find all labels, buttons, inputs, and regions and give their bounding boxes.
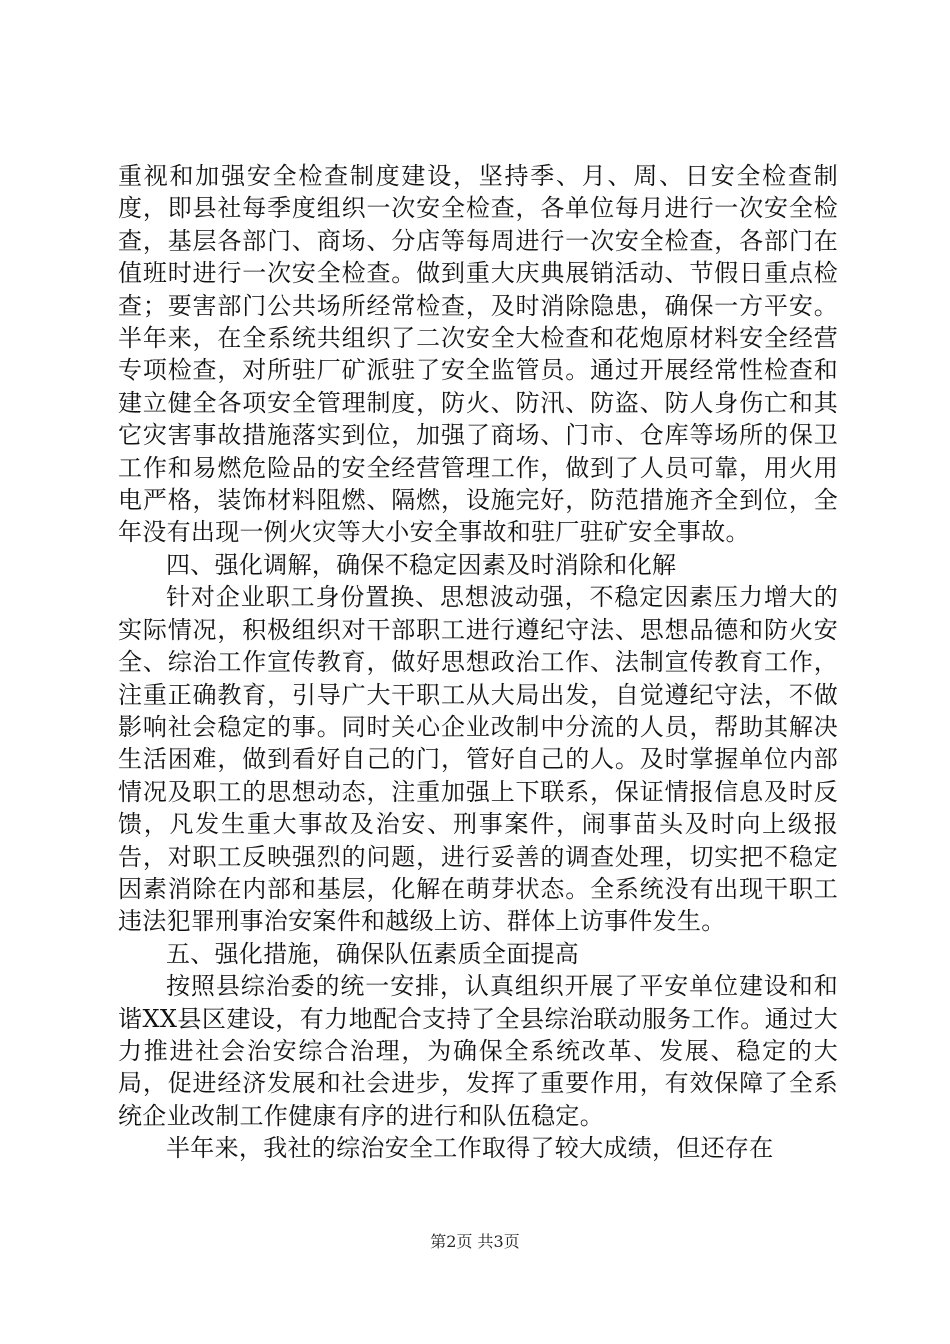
paragraph-measures: 按照县综治委的统一安排，认真组织开展了平安单位建设和和谐XX县区建设，有力地配合支持了全县综治联动服务工作。通过大力推进社会治安综合治理，为确保全系统改革、发展、稳定的大局，促进经济发展和社会进步，发挥了重要作用，有效保障了全系统企业改制工作健康有序的进行和队伍稳定。 xyxy=(118,972,838,1130)
paragraph-safety-inspection: 重视和加强安全检查制度建设，坚持季、月、周、日安全检查制度，即县社每季度组织一次安全检查，各单位每月进行一次安全检查，基层各部门、商场、分店等每周进行一次安全检查，各部门在值班时进行一次安全检查。做到重大庆典展销活动、节假日重点检查；要害部门公共场所经常检查，及时消除隐患，确保一方平安。半年来，在全系统共组织了二次安全大检查和花炮原材料安全经营专项检查，对所驻厂矿派驻了安全监管员。通过开展经常性检查和建立健全各项安全管理制度，防火、防汛、防盗、防人身伤亡和其它灾害事故措施落实到位，加强了商场、门市、仓库等场所的保卫工作和易燃危险品的安全经营管理工作，做到了人员可靠，用火用电严格，装饰材料阻燃、隔燃，设施完好，防范措施齐全到位，全年没有出现一例火灾等大小安全事故和驻厂驻矿安全事故。 xyxy=(118,162,838,547)
paragraph-summary: 半年来，我社的综治安全工作取得了较大成绩，但还存在 xyxy=(166,1134,774,1163)
section-heading-five: 五、强化措施，确保队伍素质全面提高 xyxy=(166,939,580,968)
paragraph-mediation: 针对企业职工身份置换、思想波动强，不稳定因素压力增大的实际情况，积极组织对干部职工进行遵纪守法、思想品德和防火安全、综治工作宣传教育，做好思想政治工作、法制宣传教育工作，注重正确教育，引导广大干职工从大局出发，自觉遵纪守法，不做影响社会稳定的事。同时关心企业改制中分流的人员，帮助其解决生活困难，做到看好自己的门，管好自己的人。及时掌握单位内部情况及职工的思想动态，注重加强上下联系，保证情报信息及时反馈，凡发生重大事故及治安、刑事案件，闹事苗头及时向上级报告，对职工反映强烈的问题，进行妥善的调查处理，切实把不稳定因素消除在内部和基层，化解在萌芽状态。全系统没有出现干职工违法犯罪刑事治安案件和越级上访、群体上访事件发生。 xyxy=(118,583,838,936)
page-number-footer: 第2页 共3页 xyxy=(430,1232,520,1251)
section-heading-four: 四、强化调解，确保不稳定因素及时消除和化解 xyxy=(166,550,677,579)
document-body xyxy=(118,160,838,1165)
